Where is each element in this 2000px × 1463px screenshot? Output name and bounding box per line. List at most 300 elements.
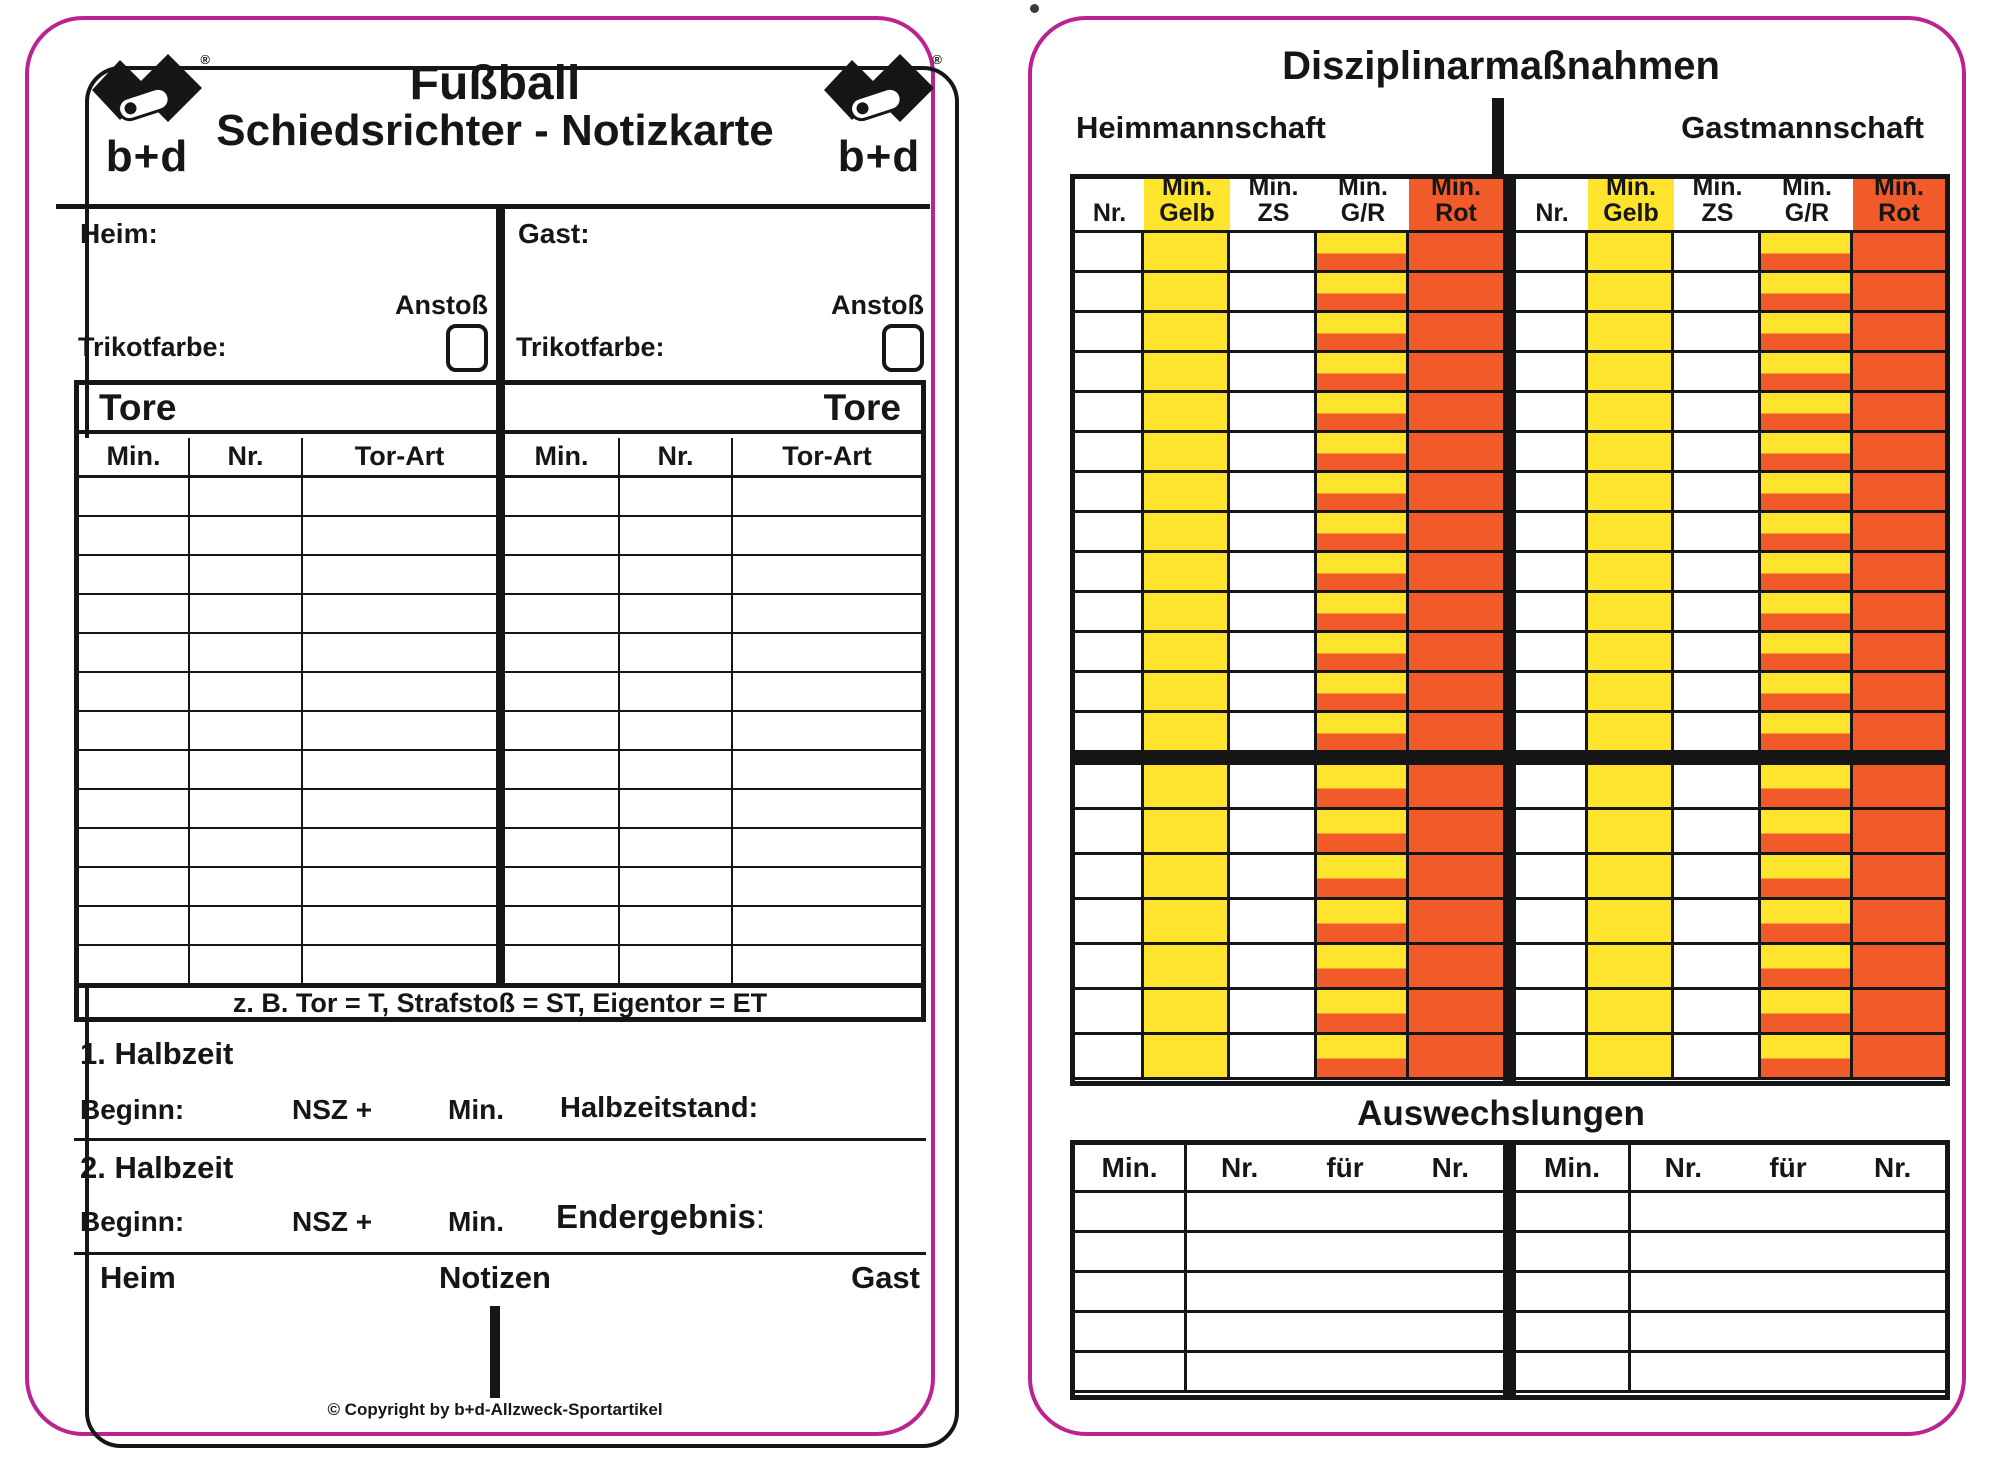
discipline-cell[interactable] <box>1409 810 1503 855</box>
goal-cell[interactable] <box>190 595 303 634</box>
discipline-cell[interactable] <box>1317 900 1409 945</box>
discipline-cell[interactable] <box>1409 513 1503 553</box>
discipline-cell[interactable] <box>1144 1035 1230 1080</box>
discipline-cell[interactable] <box>1761 990 1853 1035</box>
goal-cell[interactable] <box>190 907 303 946</box>
goal-cell[interactable] <box>303 946 496 985</box>
goal-cell[interactable] <box>79 517 190 556</box>
discipline-cell[interactable] <box>1516 633 1588 673</box>
discipline-cell[interactable] <box>1761 553 1853 593</box>
discipline-cell[interactable] <box>1230 553 1317 593</box>
discipline-cell[interactable] <box>1761 713 1853 753</box>
discipline-cell[interactable] <box>1317 593 1409 633</box>
discipline-cell[interactable] <box>1674 765 1761 810</box>
sub-players-cell[interactable] <box>1187 1273 1503 1313</box>
discipline-cell[interactable] <box>1075 900 1144 945</box>
discipline-cell[interactable] <box>1588 433 1674 473</box>
discipline-cell[interactable] <box>1761 1035 1853 1080</box>
goal-cell[interactable] <box>620 907 733 946</box>
goal-cell[interactable] <box>79 907 190 946</box>
discipline-cell[interactable] <box>1409 353 1503 393</box>
discipline-cell[interactable] <box>1075 473 1144 513</box>
discipline-cell[interactable] <box>1144 233 1230 273</box>
sub-players-cell[interactable] <box>1631 1313 1945 1353</box>
discipline-cell[interactable] <box>1674 313 1761 353</box>
discipline-cell[interactable] <box>1674 393 1761 433</box>
sub-players-cell[interactable] <box>1631 1233 1945 1273</box>
discipline-cell[interactable] <box>1674 513 1761 553</box>
discipline-cell[interactable] <box>1761 765 1853 810</box>
goal-cell[interactable] <box>620 595 733 634</box>
goal-cell[interactable] <box>620 673 733 712</box>
discipline-cell[interactable] <box>1409 553 1503 593</box>
discipline-cell[interactable] <box>1853 433 1945 473</box>
discipline-cell[interactable] <box>1516 553 1588 593</box>
goal-cell[interactable] <box>620 868 733 907</box>
discipline-cell[interactable] <box>1409 233 1503 273</box>
discipline-cell[interactable] <box>1409 593 1503 633</box>
discipline-cell[interactable] <box>1075 990 1144 1035</box>
goal-cell[interactable] <box>303 595 496 634</box>
discipline-cell[interactable] <box>1409 273 1503 313</box>
goal-cell[interactable] <box>79 712 190 751</box>
discipline-cell[interactable] <box>1588 673 1674 713</box>
discipline-cell[interactable] <box>1674 233 1761 273</box>
discipline-cell[interactable] <box>1144 273 1230 313</box>
sub-min-cell[interactable] <box>1075 1193 1187 1233</box>
discipline-cell[interactable] <box>1144 673 1230 713</box>
sub-min-cell[interactable] <box>1516 1273 1631 1313</box>
discipline-cell[interactable] <box>1230 1035 1317 1080</box>
goal-cell[interactable] <box>190 517 303 556</box>
goal-cell[interactable] <box>303 556 496 595</box>
discipline-cell[interactable] <box>1230 945 1317 990</box>
discipline-cell[interactable] <box>1230 433 1317 473</box>
discipline-cell[interactable] <box>1144 900 1230 945</box>
discipline-cell[interactable] <box>1075 673 1144 713</box>
discipline-cell[interactable] <box>1516 945 1588 990</box>
discipline-cell[interactable] <box>1230 673 1317 713</box>
discipline-cell[interactable] <box>1588 765 1674 810</box>
discipline-cell[interactable] <box>1075 1035 1144 1080</box>
discipline-cell[interactable] <box>1409 673 1503 713</box>
discipline-cell[interactable] <box>1761 900 1853 945</box>
goal-cell[interactable] <box>79 673 190 712</box>
goal-cell[interactable] <box>79 946 190 985</box>
discipline-cell[interactable] <box>1409 990 1503 1035</box>
discipline-cell[interactable] <box>1516 990 1588 1035</box>
discipline-cell[interactable] <box>1761 810 1853 855</box>
sub-players-cell[interactable] <box>1187 1233 1503 1273</box>
goal-cell[interactable] <box>505 790 620 829</box>
goal-cell[interactable] <box>620 712 733 751</box>
discipline-cell[interactable] <box>1230 593 1317 633</box>
discipline-cell[interactable] <box>1516 593 1588 633</box>
discipline-cell[interactable] <box>1409 433 1503 473</box>
goal-cell[interactable] <box>733 868 921 907</box>
discipline-cell[interactable] <box>1409 900 1503 945</box>
goal-cell[interactable] <box>79 556 190 595</box>
discipline-cell[interactable] <box>1853 900 1945 945</box>
goal-cell[interactable] <box>303 634 496 673</box>
discipline-cell[interactable] <box>1516 713 1588 753</box>
discipline-cell[interactable] <box>1317 945 1409 990</box>
goal-cell[interactable] <box>190 751 303 790</box>
discipline-cell[interactable] <box>1075 553 1144 593</box>
discipline-cell[interactable] <box>1317 713 1409 753</box>
discipline-cell[interactable] <box>1853 473 1945 513</box>
goal-cell[interactable] <box>733 907 921 946</box>
goal-cell[interactable] <box>303 868 496 907</box>
goal-cell[interactable] <box>79 829 190 868</box>
discipline-cell[interactable] <box>1853 513 1945 553</box>
discipline-cell[interactable] <box>1853 945 1945 990</box>
discipline-cell[interactable] <box>1853 273 1945 313</box>
goal-cell[interactable] <box>303 907 496 946</box>
goal-cell[interactable] <box>190 868 303 907</box>
discipline-cell[interactable] <box>1588 513 1674 553</box>
discipline-cell[interactable] <box>1230 273 1317 313</box>
discipline-cell[interactable] <box>1516 313 1588 353</box>
goal-cell[interactable] <box>505 595 620 634</box>
discipline-cell[interactable] <box>1230 353 1317 393</box>
discipline-cell[interactable] <box>1144 473 1230 513</box>
discipline-cell[interactable] <box>1075 593 1144 633</box>
discipline-cell[interactable] <box>1853 810 1945 855</box>
discipline-cell[interactable] <box>1674 633 1761 673</box>
sub-min-cell[interactable] <box>1075 1273 1187 1313</box>
discipline-cell[interactable] <box>1144 393 1230 433</box>
discipline-cell[interactable] <box>1317 990 1409 1035</box>
discipline-cell[interactable] <box>1230 810 1317 855</box>
discipline-cell[interactable] <box>1588 353 1674 393</box>
discipline-cell[interactable] <box>1674 673 1761 713</box>
discipline-cell[interactable] <box>1516 765 1588 810</box>
discipline-cell[interactable] <box>1674 713 1761 753</box>
discipline-cell[interactable] <box>1674 855 1761 900</box>
goal-cell[interactable] <box>303 517 496 556</box>
discipline-cell[interactable] <box>1674 473 1761 513</box>
discipline-cell[interactable] <box>1317 273 1409 313</box>
discipline-cell[interactable] <box>1409 1035 1503 1080</box>
goal-cell[interactable] <box>620 634 733 673</box>
goal-cell[interactable] <box>505 751 620 790</box>
sub-players-cell[interactable] <box>1631 1353 1945 1393</box>
discipline-cell[interactable] <box>1230 765 1317 810</box>
discipline-cell[interactable] <box>1409 633 1503 673</box>
sub-min-cell[interactable] <box>1516 1193 1631 1233</box>
discipline-cell[interactable] <box>1761 673 1853 713</box>
discipline-cell[interactable] <box>1144 353 1230 393</box>
discipline-cell[interactable] <box>1230 633 1317 673</box>
goal-cell[interactable] <box>505 517 620 556</box>
discipline-cell[interactable] <box>1674 553 1761 593</box>
discipline-cell[interactable] <box>1144 633 1230 673</box>
goal-cell[interactable] <box>505 868 620 907</box>
discipline-cell[interactable] <box>1516 273 1588 313</box>
discipline-cell[interactable] <box>1144 513 1230 553</box>
goal-cell[interactable] <box>733 751 921 790</box>
goal-cell[interactable] <box>505 907 620 946</box>
discipline-cell[interactable] <box>1317 553 1409 593</box>
discipline-cell[interactable] <box>1761 855 1853 900</box>
discipline-cell[interactable] <box>1674 990 1761 1035</box>
discipline-cell[interactable] <box>1853 990 1945 1035</box>
goal-cell[interactable] <box>733 712 921 751</box>
discipline-cell[interactable] <box>1317 313 1409 353</box>
goal-cell[interactable] <box>190 478 303 517</box>
discipline-cell[interactable] <box>1409 713 1503 753</box>
discipline-cell[interactable] <box>1588 945 1674 990</box>
discipline-cell[interactable] <box>1409 313 1503 353</box>
discipline-cell[interactable] <box>1317 393 1409 433</box>
sub-min-cell[interactable] <box>1516 1313 1631 1353</box>
discipline-cell[interactable] <box>1075 513 1144 553</box>
goal-cell[interactable] <box>733 673 921 712</box>
discipline-cell[interactable] <box>1144 765 1230 810</box>
discipline-cell[interactable] <box>1144 553 1230 593</box>
discipline-cell[interactable] <box>1075 433 1144 473</box>
discipline-cell[interactable] <box>1516 1035 1588 1080</box>
discipline-cell[interactable] <box>1853 553 1945 593</box>
half2-writing-line[interactable] <box>74 1252 926 1255</box>
goal-cell[interactable] <box>190 829 303 868</box>
discipline-cell[interactable] <box>1588 1035 1674 1080</box>
discipline-cell[interactable] <box>1317 673 1409 713</box>
discipline-cell[interactable] <box>1674 433 1761 473</box>
discipline-cell[interactable] <box>1075 810 1144 855</box>
discipline-cell[interactable] <box>1761 593 1853 633</box>
discipline-cell[interactable] <box>1230 473 1317 513</box>
sub-players-cell[interactable] <box>1187 1353 1503 1393</box>
discipline-cell[interactable] <box>1761 473 1853 513</box>
goal-cell[interactable] <box>505 673 620 712</box>
discipline-cell[interactable] <box>1075 945 1144 990</box>
discipline-cell[interactable] <box>1516 810 1588 855</box>
discipline-cell[interactable] <box>1317 855 1409 900</box>
goal-cell[interactable] <box>733 595 921 634</box>
discipline-cell[interactable] <box>1674 273 1761 313</box>
discipline-cell[interactable] <box>1317 353 1409 393</box>
goal-cell[interactable] <box>505 829 620 868</box>
discipline-cell[interactable] <box>1674 1035 1761 1080</box>
goal-cell[interactable] <box>733 556 921 595</box>
goal-cell[interactable] <box>733 634 921 673</box>
discipline-cell[interactable] <box>1230 713 1317 753</box>
discipline-cell[interactable] <box>1674 593 1761 633</box>
discipline-cell[interactable] <box>1588 713 1674 753</box>
discipline-cell[interactable] <box>1853 673 1945 713</box>
discipline-cell[interactable] <box>1588 990 1674 1035</box>
discipline-cell[interactable] <box>1516 433 1588 473</box>
discipline-cell[interactable] <box>1588 900 1674 945</box>
goal-cell[interactable] <box>620 556 733 595</box>
discipline-cell[interactable] <box>1588 633 1674 673</box>
goal-cell[interactable] <box>79 478 190 517</box>
discipline-cell[interactable] <box>1317 233 1409 273</box>
goal-cell[interactable] <box>620 946 733 985</box>
discipline-cell[interactable] <box>1853 633 1945 673</box>
discipline-cell[interactable] <box>1761 945 1853 990</box>
sub-players-cell[interactable] <box>1631 1273 1945 1313</box>
discipline-cell[interactable] <box>1674 353 1761 393</box>
sub-players-cell[interactable] <box>1631 1193 1945 1233</box>
discipline-cell[interactable] <box>1317 633 1409 673</box>
goal-cell[interactable] <box>620 829 733 868</box>
discipline-cell[interactable] <box>1409 473 1503 513</box>
goal-cell[interactable] <box>505 712 620 751</box>
discipline-cell[interactable] <box>1230 990 1317 1035</box>
discipline-cell[interactable] <box>1516 855 1588 900</box>
sub-min-cell[interactable] <box>1075 1313 1187 1353</box>
goal-cell[interactable] <box>190 673 303 712</box>
discipline-cell[interactable] <box>1144 593 1230 633</box>
goal-cell[interactable] <box>303 478 496 517</box>
goal-cell[interactable] <box>190 790 303 829</box>
discipline-cell[interactable] <box>1588 393 1674 433</box>
goal-cell[interactable] <box>620 790 733 829</box>
discipline-cell[interactable] <box>1761 433 1853 473</box>
goal-cell[interactable] <box>620 478 733 517</box>
discipline-cell[interactable] <box>1516 673 1588 713</box>
discipline-cell[interactable] <box>1075 273 1144 313</box>
goal-cell[interactable] <box>303 829 496 868</box>
goal-cell[interactable] <box>190 634 303 673</box>
discipline-cell[interactable] <box>1588 233 1674 273</box>
discipline-cell[interactable] <box>1588 593 1674 633</box>
sub-min-cell[interactable] <box>1516 1233 1631 1273</box>
discipline-cell[interactable] <box>1230 855 1317 900</box>
discipline-cell[interactable] <box>1588 855 1674 900</box>
discipline-cell[interactable] <box>1317 473 1409 513</box>
half1-writing-line[interactable] <box>74 1138 926 1141</box>
discipline-cell[interactable] <box>1144 433 1230 473</box>
goal-cell[interactable] <box>303 712 496 751</box>
discipline-cell[interactable] <box>1317 810 1409 855</box>
discipline-cell[interactable] <box>1761 273 1853 313</box>
discipline-cell[interactable] <box>1144 810 1230 855</box>
discipline-cell[interactable] <box>1144 945 1230 990</box>
goal-cell[interactable] <box>733 829 921 868</box>
discipline-cell[interactable] <box>1761 233 1853 273</box>
kickoff-checkbox-guest[interactable] <box>882 324 924 372</box>
goal-cell[interactable] <box>620 517 733 556</box>
discipline-cell[interactable] <box>1516 900 1588 945</box>
discipline-cell[interactable] <box>1588 810 1674 855</box>
discipline-cell[interactable] <box>1853 713 1945 753</box>
discipline-cell[interactable] <box>1516 473 1588 513</box>
discipline-cell[interactable] <box>1516 393 1588 433</box>
discipline-cell[interactable] <box>1409 765 1503 810</box>
discipline-cell[interactable] <box>1409 945 1503 990</box>
sub-min-cell[interactable] <box>1516 1353 1631 1393</box>
discipline-cell[interactable] <box>1761 353 1853 393</box>
goal-cell[interactable] <box>190 946 303 985</box>
sub-min-cell[interactable] <box>1075 1233 1187 1273</box>
discipline-cell[interactable] <box>1075 313 1144 353</box>
discipline-cell[interactable] <box>1230 233 1317 273</box>
discipline-cell[interactable] <box>1230 313 1317 353</box>
goal-cell[interactable] <box>505 946 620 985</box>
discipline-cell[interactable] <box>1144 990 1230 1035</box>
discipline-cell[interactable] <box>1674 900 1761 945</box>
discipline-cell[interactable] <box>1317 433 1409 473</box>
goal-cell[interactable] <box>303 790 496 829</box>
discipline-cell[interactable] <box>1853 855 1945 900</box>
goal-cell[interactable] <box>79 634 190 673</box>
discipline-cell[interactable] <box>1674 945 1761 990</box>
discipline-cell[interactable] <box>1409 855 1503 900</box>
discipline-cell[interactable] <box>1853 353 1945 393</box>
discipline-cell[interactable] <box>1516 353 1588 393</box>
discipline-cell[interactable] <box>1853 593 1945 633</box>
sub-players-cell[interactable] <box>1187 1193 1503 1233</box>
discipline-cell[interactable] <box>1230 513 1317 553</box>
kickoff-checkbox-home[interactable] <box>446 324 488 372</box>
goal-cell[interactable] <box>303 673 496 712</box>
goal-cell[interactable] <box>733 790 921 829</box>
discipline-cell[interactable] <box>1144 855 1230 900</box>
discipline-cell[interactable] <box>1853 313 1945 353</box>
discipline-cell[interactable] <box>1588 473 1674 513</box>
discipline-cell[interactable] <box>1853 765 1945 810</box>
sub-min-cell[interactable] <box>1075 1353 1187 1393</box>
goal-cell[interactable] <box>620 751 733 790</box>
discipline-cell[interactable] <box>1317 765 1409 810</box>
goal-cell[interactable] <box>79 790 190 829</box>
discipline-cell[interactable] <box>1761 633 1853 673</box>
discipline-cell[interactable] <box>1075 765 1144 810</box>
discipline-cell[interactable] <box>1230 393 1317 433</box>
goal-cell[interactable] <box>505 634 620 673</box>
discipline-cell[interactable] <box>1761 513 1853 553</box>
discipline-cell[interactable] <box>1075 633 1144 673</box>
discipline-cell[interactable] <box>1317 513 1409 553</box>
goal-cell[interactable] <box>505 556 620 595</box>
discipline-cell[interactable] <box>1144 713 1230 753</box>
goal-cell[interactable] <box>733 478 921 517</box>
goal-cell[interactable] <box>79 595 190 634</box>
goal-cell[interactable] <box>303 751 496 790</box>
discipline-cell[interactable] <box>1075 855 1144 900</box>
discipline-cell[interactable] <box>1075 353 1144 393</box>
discipline-cell[interactable] <box>1674 810 1761 855</box>
discipline-cell[interactable] <box>1853 393 1945 433</box>
discipline-cell[interactable] <box>1588 313 1674 353</box>
discipline-cell[interactable] <box>1853 233 1945 273</box>
discipline-cell[interactable] <box>1761 313 1853 353</box>
discipline-cell[interactable] <box>1075 233 1144 273</box>
discipline-cell[interactable] <box>1588 273 1674 313</box>
discipline-cell[interactable] <box>1853 1035 1945 1080</box>
goal-cell[interactable] <box>733 946 921 985</box>
discipline-cell[interactable] <box>1588 553 1674 593</box>
discipline-cell[interactable] <box>1409 393 1503 433</box>
goal-cell[interactable] <box>190 556 303 595</box>
goal-cell[interactable] <box>190 712 303 751</box>
discipline-cell[interactable] <box>1144 313 1230 353</box>
sub-players-cell[interactable] <box>1187 1313 1503 1353</box>
discipline-cell[interactable] <box>1075 713 1144 753</box>
discipline-cell[interactable] <box>1761 393 1853 433</box>
discipline-cell[interactable] <box>1317 1035 1409 1080</box>
goal-cell[interactable] <box>505 478 620 517</box>
discipline-cell[interactable] <box>1230 900 1317 945</box>
goal-cell[interactable] <box>79 868 190 907</box>
discipline-cell[interactable] <box>1516 233 1588 273</box>
goal-cell[interactable] <box>79 751 190 790</box>
goal-cell[interactable] <box>733 517 921 556</box>
